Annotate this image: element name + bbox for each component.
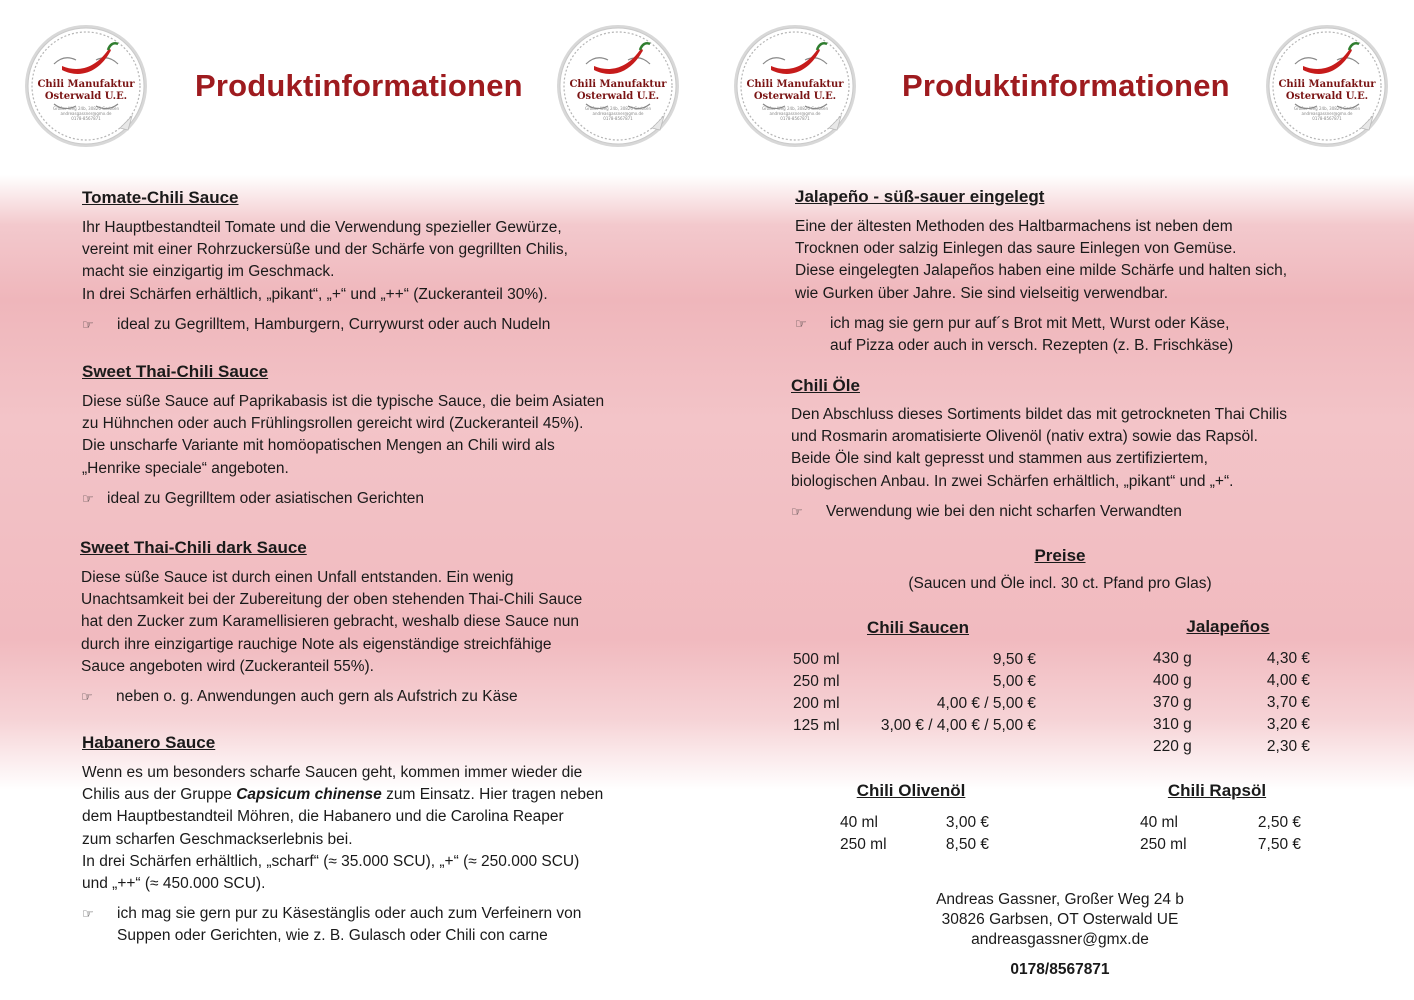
bullet-sweet-thai — [82, 488, 642, 510]
section-title-jalapeno: Jalapeño - süß-sauer eingelegt — [795, 187, 1045, 206]
logo-text: andreasgassner@gmx.de — [592, 111, 644, 116]
text-line: Suppen oder Gerichten, wie z. B. Gulasch oder Chili con carne — [117, 927, 548, 945]
text-line: ich mag sie gern pur zu Käsestänglis oder auch zum Verfeinern von — [117, 905, 582, 922]
prices-title: Preise — [1034, 546, 1086, 565]
price-size: 250 ml — [1140, 836, 1187, 853]
text-line: Diese eingelegten Jalapeños haben eine milde Schärfe und halten sich, — [795, 262, 1288, 280]
price-size: 430 g — [1153, 650, 1192, 667]
contact-phone: 0178/8567871 — [1010, 961, 1110, 978]
page-heading-right: Produktinformationen — [902, 68, 1230, 103]
text-line: Diese süße Sauce auf Paprikabasis ist die typische Sauce, die beim Asiaten — [82, 393, 605, 410]
price-size: 200 ml — [793, 695, 840, 712]
logo-text: Chili Manufaktur — [1278, 79, 1376, 90]
logo-text: Osterwald U.E. — [1285, 91, 1369, 102]
price-value: 3,00 € / 4,00 € / 5,00 € — [880, 717, 1036, 734]
bullet-sweet-thai-dark — [81, 686, 641, 708]
price-size: 125 ml — [793, 717, 840, 734]
section-title-sweet-thai-dark: Sweet Thai-Chili dark Sauce — [80, 538, 307, 557]
text-line: In drei Schärfen erhältlich, „scharf“ (≈ 35.000 SCU), „+“ (≈ 250.000 SCU) — [82, 852, 580, 870]
text-line: biologischen Anbau. In zwei Schärfen erhältlich, „pikant“ und „+“. — [791, 472, 1234, 490]
text-line: Trocknen oder salzig Einlegen das saure Einlegen von Gemüse. — [795, 240, 1237, 258]
text-line: macht sie einzigartig im Geschmack. — [82, 263, 335, 281]
pointing-hand-icon: ☞ — [81, 689, 93, 704]
text-line — [82, 784, 647, 806]
bullet-text: ideal zu Gegrilltem oder asiatischen Gerichten — [107, 490, 425, 507]
pointing-hand-icon: ☞ — [791, 504, 803, 519]
paragraph-sweet-thai — [82, 391, 638, 480]
bullet-tomate — [82, 314, 642, 336]
logo-text: 0178-8567871 — [780, 116, 810, 121]
pointing-hand-icon: ☞ — [82, 317, 94, 332]
logo-text: Chili Manufaktur — [37, 79, 135, 90]
text-line: Diese süße Sauce ist durch einen Unfall entstanden. Ein wenig — [81, 569, 514, 586]
bullet-jalapeno — [795, 313, 1332, 357]
text-line: und „++“ (≈ 450.000 SCU). — [82, 875, 266, 893]
text-line: durch ihre einzigartige rauchige Note als eigenständige streichfähige — [81, 635, 552, 653]
paragraph-jalapeno — [795, 216, 1332, 305]
logo-text: Großer Weg 24b, 30826 Garbsen — [53, 106, 119, 111]
pointing-hand-icon: ☞ — [795, 316, 807, 331]
bullet-text — [82, 903, 647, 947]
paragraph-chili-oele — [791, 404, 1329, 493]
text-line: ich mag sie gern pur auf´s Brot mit Mett, Wurst oder Käse, — [830, 315, 1230, 332]
logo-badge-icon — [733, 24, 857, 148]
logo-text: Großer Weg 24b, 30826 Garbsen — [762, 106, 828, 111]
contact-address-line2: 30826 Garbsen, OT Osterwald UE — [941, 911, 1179, 928]
text-line: Sauce angeboten wird (Zuckeranteil 55%). — [81, 657, 374, 675]
price-value: 7,50 € — [1257, 836, 1301, 853]
bullet-habanero — [82, 903, 647, 947]
price-value: 9,50 € — [992, 651, 1036, 668]
text-line: Die unscharfe Variante mit homöopatischen Mengen an Chili wird als — [82, 437, 555, 455]
text-line: Eine der ältesten Methoden des Haltbarmachens ist neben dem — [795, 218, 1233, 235]
text-fragment: zum Einsatz. Hier tragen neben — [381, 786, 604, 804]
logo-text: Chili Manufaktur — [569, 79, 667, 90]
price-value: 2,30 € — [1266, 738, 1310, 755]
price-group-title-saucen: Chili Saucen — [866, 618, 970, 637]
logo-text: andreasgassner@gmx.de — [60, 111, 112, 116]
price-group-title-olivenoel: Chili Olivenöl — [856, 781, 966, 800]
contact-address-line1: Andreas Gassner, Großer Weg 24 b — [936, 891, 1184, 908]
text-line: hat den Zucker zum Karamellisieren gebracht, weshalb diese Sauce nun — [81, 613, 579, 631]
text-line: dem Hauptbestandteil Möhren, die Habanero und die Carolina Reaper — [82, 808, 564, 826]
logo-badge-icon — [24, 24, 148, 148]
price-value: 4,00 € / 5,00 € — [936, 695, 1036, 712]
text-line: auf Pizza oder auch in versch. Rezepten (z. B. Frischkäse) — [830, 337, 1234, 355]
logo-text: Chili Manufaktur — [746, 79, 844, 90]
text-line: zu Hühnchen oder auch Frühlingsrollen gereicht wird (Zuckeranteil 45%). — [82, 415, 584, 433]
logo-text: Großer Weg 24b, 30826 Garbsen — [585, 106, 651, 111]
section-title-chili-oele: Chili Öle — [791, 376, 860, 395]
text-line: „Henrike speciale“ angeboten. — [82, 459, 289, 477]
pointing-hand-icon: ☞ — [82, 491, 94, 506]
price-value: 8,50 € — [945, 836, 989, 853]
logo-badge-icon — [1265, 24, 1389, 148]
text-line: wie Gurken über Jahre. Sie sind vielseitig verwendbar. — [795, 284, 1169, 302]
paragraph-sweet-thai-dark — [81, 567, 638, 678]
bullet-chili-oele — [791, 501, 1331, 523]
bullet-text: ideal zu Gegrilltem, Hamburgern, Currywurst oder auch Nudeln — [117, 316, 551, 333]
chili-manufaktur-logo — [24, 24, 148, 148]
logo-text: Osterwald U.E. — [576, 91, 660, 102]
text-line: Den Abschluss dieses Sortiments bildet das mit getrockneten Thai Chilis — [791, 406, 1287, 423]
text-line: Unachtsamkeit bei der Zubereitung der oben stehenden Thai-Chili Sauce — [81, 591, 583, 609]
text-line: Ihr Hauptbestandteil Tomate und die Verwendung spezieller Gewürze, — [82, 219, 562, 236]
logo-text: Großer Weg 24b, 30826 Garbsen — [1294, 106, 1360, 111]
chili-manufaktur-logo — [556, 24, 680, 148]
logo-badge-icon — [556, 24, 680, 148]
paragraph-tomate — [82, 217, 610, 306]
logo-text: andreasgassner@gmx.de — [769, 111, 821, 116]
logo-text: Osterwald U.E. — [753, 91, 837, 102]
price-value: 3,00 € — [945, 814, 989, 831]
bullet-text: Verwendung wie bei den nicht scharfen Verwandten — [826, 503, 1182, 520]
price-value: 5,00 € — [992, 673, 1036, 690]
price-size: 40 ml — [840, 814, 878, 831]
text-line: und Rosmarin aromatisierte Olivenöl (nativ extra) sowie das Rapsöl. — [791, 428, 1258, 446]
logo-text: Osterwald U.E. — [44, 91, 128, 102]
text-line: Beide Öle sind kalt gepresst und stammen aus zertifiziertem, — [791, 450, 1208, 468]
chili-manufaktur-logo — [733, 24, 857, 148]
text-line: zum scharfen Geschmackserlebnis bei. — [82, 830, 353, 848]
price-size: 250 ml — [793, 673, 840, 690]
page-heading-left: Produktinformationen — [195, 68, 523, 103]
price-group-title-rapsoel: Chili Rapsöl — [1167, 781, 1267, 800]
bullet-text: neben o. g. Anwendungen auch gern als Aufstrich zu Käse — [116, 688, 518, 705]
section-title-tomate: Tomate-Chili Sauce — [82, 188, 239, 207]
price-group-title-jalapenos: Jalapeños — [1186, 617, 1270, 636]
section-title-habanero: Habanero Sauce — [82, 733, 216, 752]
price-value: 2,50 € — [1257, 814, 1301, 831]
logo-text: 0178-8567871 — [603, 116, 633, 121]
price-size: 370 g — [1153, 694, 1192, 711]
price-value: 4,00 € — [1266, 672, 1310, 689]
species-name: Capsicum chinense — [236, 786, 382, 804]
paragraph-habanero — [82, 762, 647, 895]
prices-subtitle: (Saucen und Öle incl. 30 ct. Pfand pro Glas) — [908, 575, 1212, 592]
price-size: 220 g — [1153, 738, 1192, 755]
contact-email: andreasgassner@gmx.de — [971, 931, 1149, 948]
price-size: 310 g — [1153, 716, 1192, 733]
pointing-hand-icon: ☞ — [82, 906, 94, 921]
price-size: 250 ml — [840, 836, 887, 853]
price-size: 400 g — [1153, 672, 1192, 689]
bullet-text — [795, 313, 1332, 357]
price-size: 500 ml — [793, 651, 840, 668]
text-line: Wenn es um besonders scharfe Saucen geht, kommen immer wieder die — [82, 764, 583, 781]
logo-text: andreasgassner@gmx.de — [1301, 111, 1353, 116]
text-line: vereint mit einer Rohrzuckersüße und der Schärfe von gegrillten Chilis, — [82, 241, 568, 259]
price-value: 3,20 € — [1266, 716, 1310, 733]
price-value: 4,30 € — [1266, 650, 1310, 667]
text-line: In drei Schärfen erhältlich, „pikant“, „+“ und „++“ (Zuckeranteil 30%). — [82, 285, 548, 303]
price-size: 40 ml — [1140, 814, 1178, 831]
text-fragment: Chilis aus der Gruppe — [82, 786, 237, 804]
logo-text: 0178-8567871 — [71, 116, 101, 121]
price-value: 3,70 € — [1266, 694, 1310, 711]
chili-manufaktur-logo — [1265, 24, 1389, 148]
section-title-sweet-thai: Sweet Thai-Chili Sauce — [82, 362, 269, 381]
logo-text: 0178-8567871 — [1312, 116, 1342, 121]
